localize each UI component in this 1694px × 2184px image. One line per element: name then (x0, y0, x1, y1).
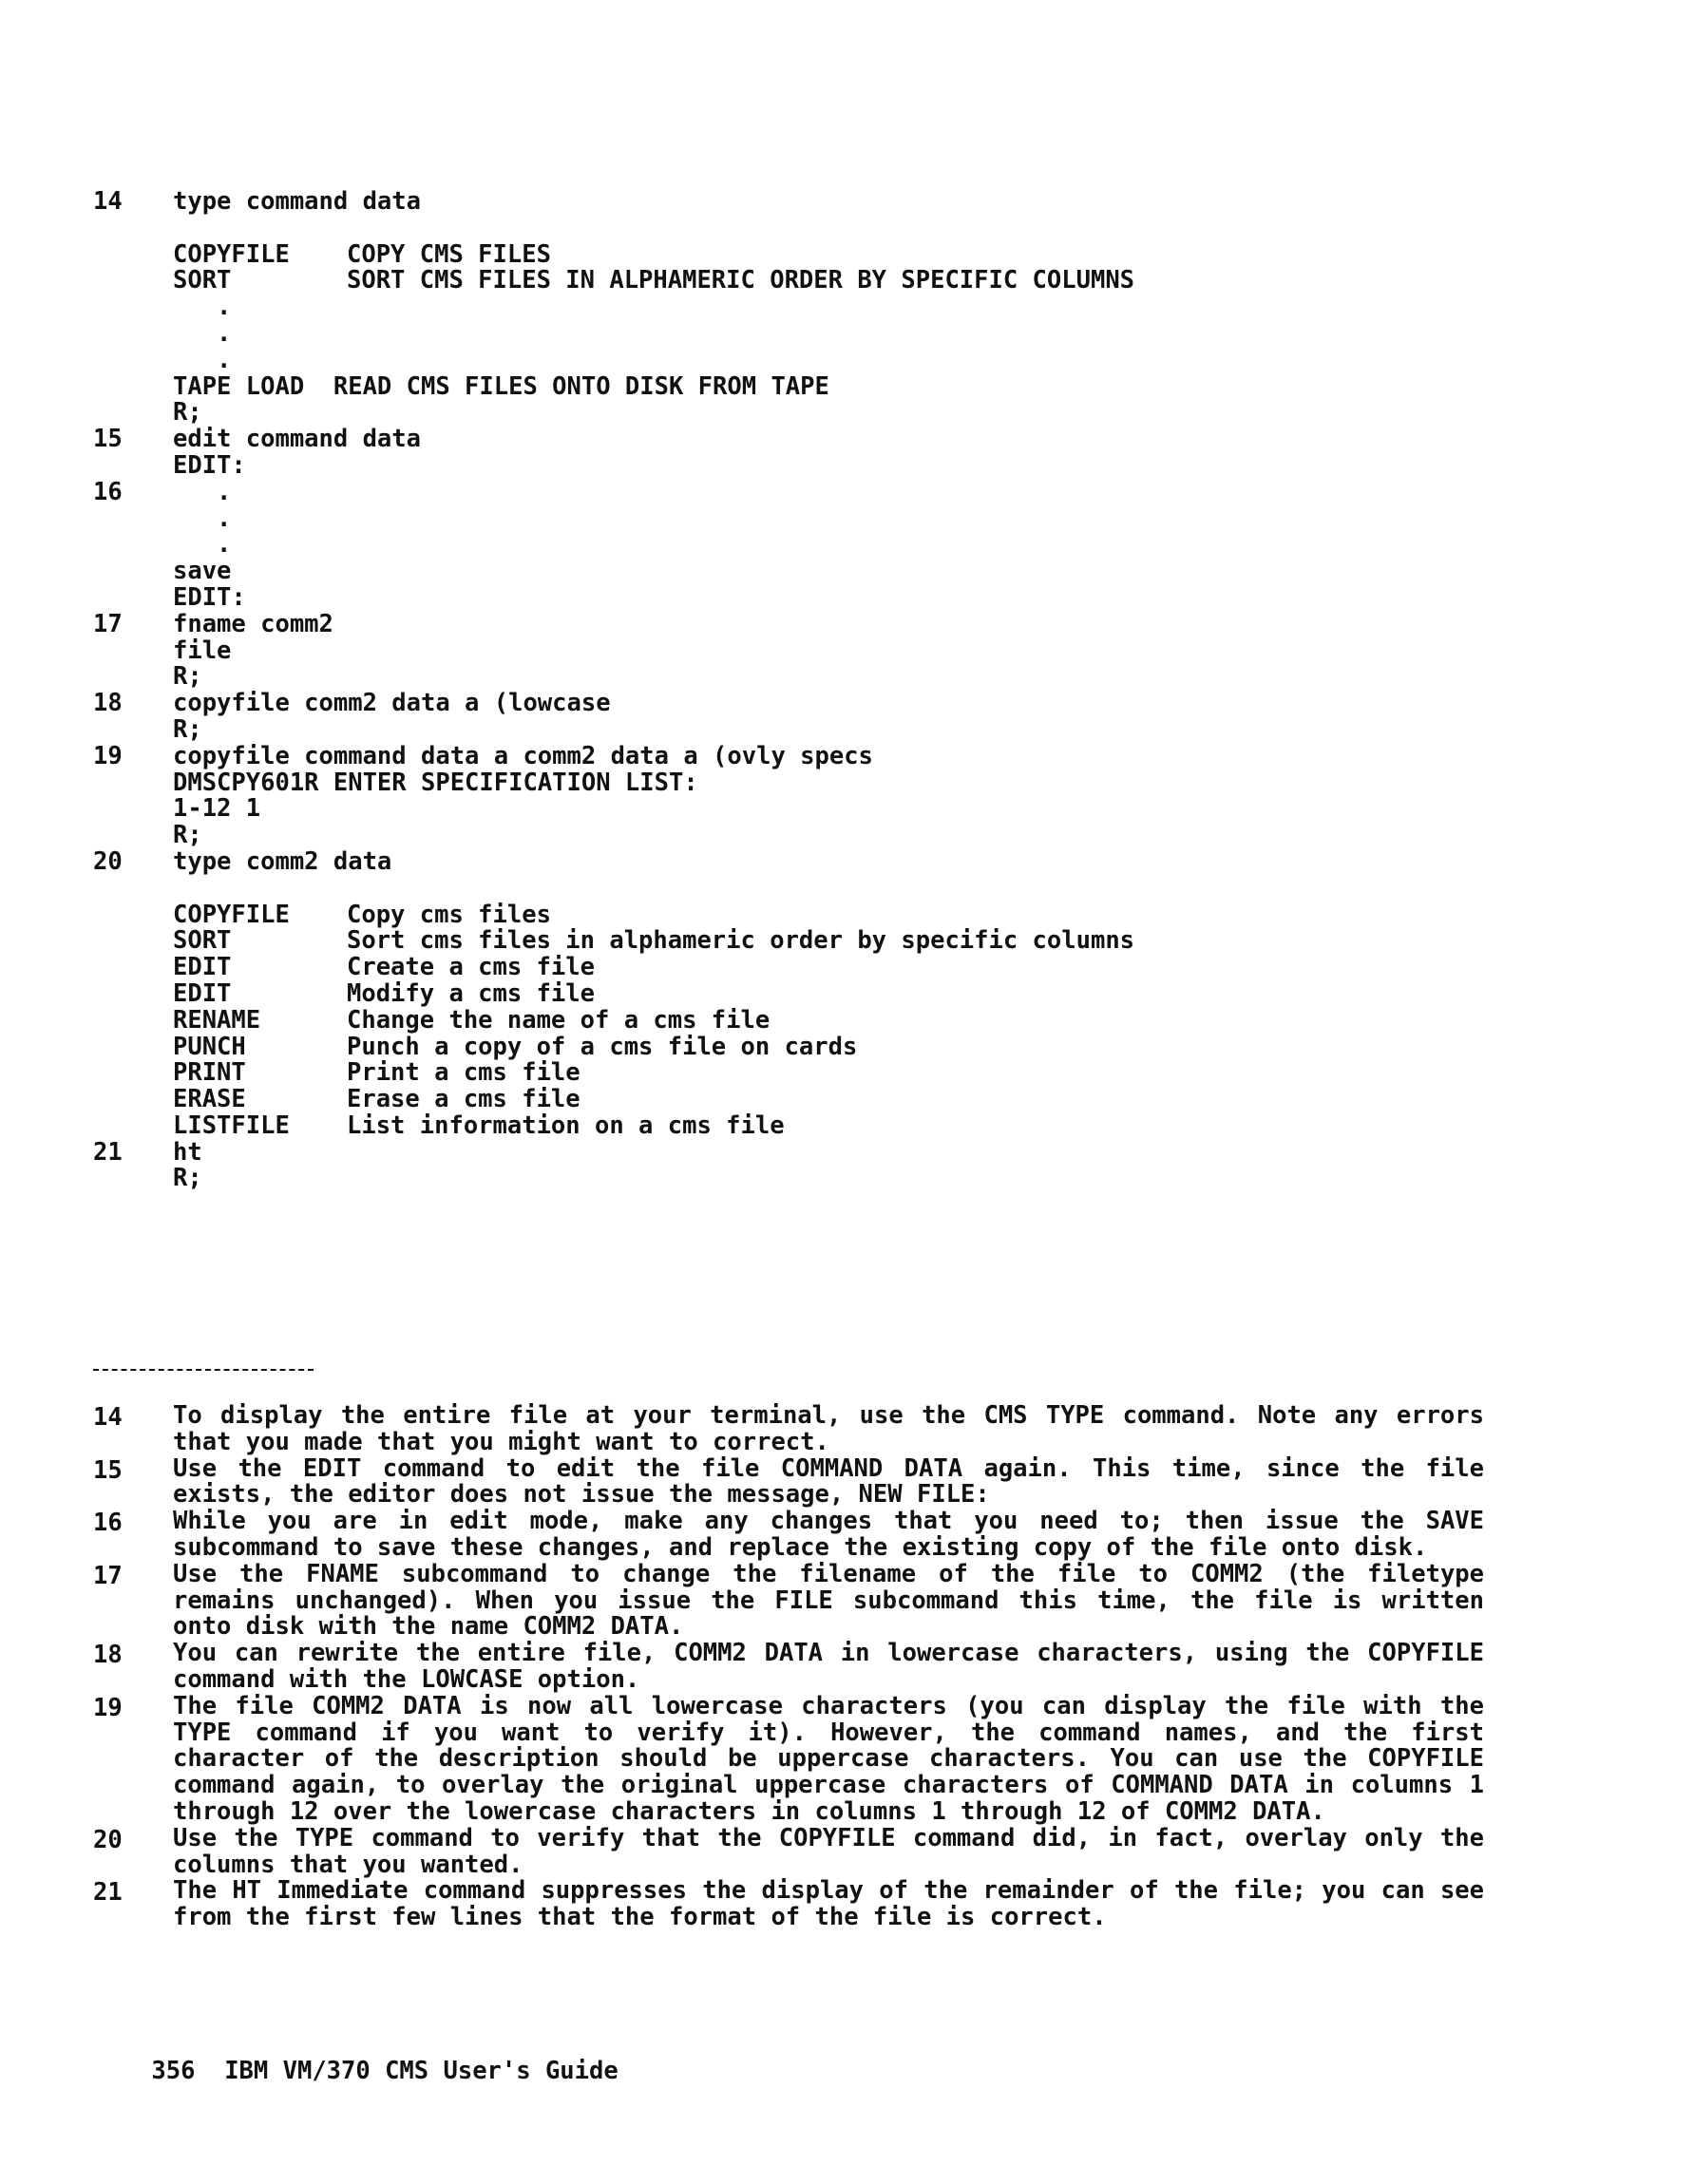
footnote-text: The HT Immediate command suppresses the display of the remainder of the file; you can see from the first few lines that the format of the file is correct. (173, 1876, 1484, 1932)
terminal-line (0, 1005, 1694, 1035)
terminal-col2: Sort cms files in alphameric order by specific columns (347, 926, 1135, 956)
terminal-line (0, 268, 1694, 294)
terminal-col2: Erase a cms file (347, 1085, 581, 1114)
footnote-text: The file COMM2 DATA is now all lowercase characters (you can display the file with the TYPE command if you want to verify it). However, the command names, and the first character of the description should be uppercase characters. You can use the COPYFILE command again, to overlay the original uppercase characters of COMMAND DATA in columns 1 through 12 over the lowercase characters in columns 1 through 12 of COMM2 DATA. (173, 1691, 1484, 1826)
terminal-num: 14 (93, 187, 123, 216)
terminal-col1: R; (173, 821, 202, 850)
terminal-line (0, 1113, 1694, 1140)
footnote-number: 17 (93, 1561, 123, 1590)
terminal-col1: R; (173, 1164, 202, 1193)
terminal-num: 20 (93, 846, 123, 876)
document-title: IBM VM/370 CMS User's Guide (224, 2057, 619, 2085)
terminal-line (0, 714, 1694, 744)
terminal-line (0, 1137, 1694, 1167)
terminal-line (0, 477, 1694, 506)
terminal-line (0, 770, 1694, 797)
footnote-text: Use the FNAME subcommand to change the filename of the file to COMM2 (the filetype remains unchanged). When you issue the FILE subcommand this time, the file is written onto disk with the name COMM2 DATA. (173, 1559, 1484, 1642)
terminal-col1: TAPE LOAD READ CMS FILES ONTO DISK FROM TAPE (173, 371, 829, 401)
footnote-item (0, 1691, 1694, 1826)
terminal-col1: . (173, 345, 232, 374)
terminal-col1: save (173, 557, 232, 586)
terminal-col1: PUNCH (173, 1032, 246, 1061)
terminal-col2: SORT CMS FILES IN ALPHAMERIC ORDER BY SPECIFIC COLUMNS (347, 266, 1135, 295)
footnote-item (0, 1823, 1694, 1879)
footnote-item (0, 1878, 1694, 1931)
terminal-col1: type comm2 data (173, 846, 392, 876)
terminal-col1: EDIT (173, 978, 232, 1008)
terminal-col1: . (173, 477, 232, 506)
terminal-num: 21 (93, 1137, 123, 1167)
terminal-line (0, 902, 1694, 929)
terminal-col1: . (173, 318, 232, 348)
page-number: 356 (151, 2057, 196, 2085)
terminal-col1: EDIT: (173, 582, 246, 612)
terminal-line (0, 294, 1694, 321)
terminal-col2: Print a cms file (347, 1058, 581, 1088)
footnote-item (0, 1641, 1694, 1694)
terminal-col1: PRINT (173, 1058, 246, 1088)
footnote-text: While you are in edit mode, make any changes that you need to; then issue the SAVE subcommand to save these changes, and replace the existing copy of the file onto disk. (173, 1507, 1484, 1562)
terminal-line (0, 1032, 1694, 1061)
terminal-col1: EDIT (173, 953, 232, 982)
terminal-col1: 1-12 1 (173, 794, 261, 824)
terminal-col2: Modify a cms file (347, 978, 595, 1008)
terminal-num: 16 (93, 477, 123, 506)
terminal-col1: ERASE (173, 1085, 246, 1114)
footnote-number: 21 (93, 1878, 123, 1908)
terminal-col2: Copy cms files (347, 900, 551, 929)
terminal-col1: SORT (173, 926, 232, 956)
terminal-col2: Punch a copy of a cms file on cards (347, 1032, 858, 1061)
terminal-line (0, 371, 1694, 401)
terminal-num: 15 (93, 425, 123, 454)
terminal-line (0, 664, 1694, 691)
terminal-col1: EDIT: (173, 450, 246, 480)
terminal-col2: Create a cms file (347, 953, 595, 982)
footnote-item (0, 1559, 1694, 1642)
terminal-session (0, 189, 1694, 1192)
footnote-number: 19 (93, 1693, 123, 1722)
footnote-text: To display the entire file at your terminal, use the CMS TYPE command. Note any errors that you made that you might want to correct. (173, 1401, 1484, 1456)
footnote-text: Use the EDIT command to edit the file COMMAND DATA again. This time, since the file exists, the editor does not issue the message, NEW FILE: (173, 1453, 1484, 1510)
footnote-separator (93, 1369, 314, 1371)
footnote-text: Use the TYPE command to verify that the COPYFILE command did, in fact, overlay only the columns that you wanted. (173, 1823, 1484, 1879)
terminal-col2: COPY CMS FILES (347, 239, 551, 269)
terminal-line (0, 955, 1694, 981)
terminal-line (0, 532, 1694, 559)
terminal-line (0, 609, 1694, 638)
footnote-item (0, 1403, 1694, 1456)
footnote-number: 18 (93, 1641, 123, 1670)
terminal-line (0, 876, 1694, 902)
terminal-col1: COPYFILE (173, 900, 290, 929)
terminal-col1: copyfile command data a comm2 data a (ovly specs (173, 741, 873, 770)
terminal-num: 18 (93, 689, 123, 718)
terminal-line (0, 1060, 1694, 1087)
terminal-line (0, 928, 1694, 955)
terminal-num: 17 (93, 609, 123, 638)
terminal-col1: ht (173, 1137, 202, 1167)
terminal-col2: List information on a cms file (347, 1111, 785, 1140)
terminal-col1: . (173, 530, 232, 560)
terminal-col1: LISTFILE (173, 1111, 290, 1140)
footnote-number: 15 (93, 1455, 123, 1485)
terminal-col1: edit command data (173, 425, 421, 454)
terminal-col1: . (173, 503, 232, 533)
footnote-number: 20 (93, 1825, 123, 1854)
terminal-col1: copyfile comm2 data a (lowcase (173, 689, 611, 718)
terminal-col1: . (173, 293, 232, 322)
terminal-line (0, 741, 1694, 770)
terminal-line (0, 1087, 1694, 1113)
footnote-item (0, 1509, 1694, 1562)
terminal-line (0, 823, 1694, 849)
terminal-col2: Change the name of a cms file (347, 1005, 771, 1035)
terminal-col1: fname comm2 (173, 609, 333, 638)
terminal-col1: COPYFILE (173, 239, 290, 269)
terminal-line (0, 427, 1694, 453)
terminal-col1: RENAME (173, 1005, 261, 1035)
terminal-line (0, 796, 1694, 823)
terminal-line (0, 846, 1694, 876)
footnote-item (0, 1453, 1694, 1510)
terminal-line (0, 582, 1694, 612)
footnote-text: You can rewrite the entire file, COMM2 DATA in lowercase characters, using the COPYFILE command with the LOWCASE option. (173, 1639, 1484, 1694)
page-footer (93, 2028, 619, 2114)
terminal-col1: R; (173, 398, 202, 427)
terminal-line (0, 450, 1694, 480)
terminal-line (0, 978, 1694, 1008)
terminal-line (0, 189, 1694, 216)
terminal-col1: SORT (173, 266, 232, 295)
terminal-col1: R; (173, 714, 202, 744)
terminal-line (0, 691, 1694, 717)
footnote-number: 14 (93, 1403, 123, 1432)
terminal-line (0, 559, 1694, 585)
terminal-col1: R; (173, 662, 202, 692)
terminal-line (0, 1166, 1694, 1192)
terminal-col1: file (173, 636, 232, 665)
terminal-line (0, 638, 1694, 665)
terminal-num: 19 (93, 741, 123, 770)
footnotes (0, 1403, 1694, 1931)
terminal-line (0, 216, 1694, 242)
terminal-col1: type command data (173, 187, 421, 216)
terminal-line (0, 239, 1694, 269)
terminal-line (0, 345, 1694, 374)
terminal-line (0, 400, 1694, 427)
footnote-number: 16 (93, 1509, 123, 1538)
terminal-col1: DMSCPY601R ENTER SPECIFICATION LIST: (173, 768, 698, 797)
terminal-line (0, 318, 1694, 348)
terminal-line (0, 503, 1694, 533)
